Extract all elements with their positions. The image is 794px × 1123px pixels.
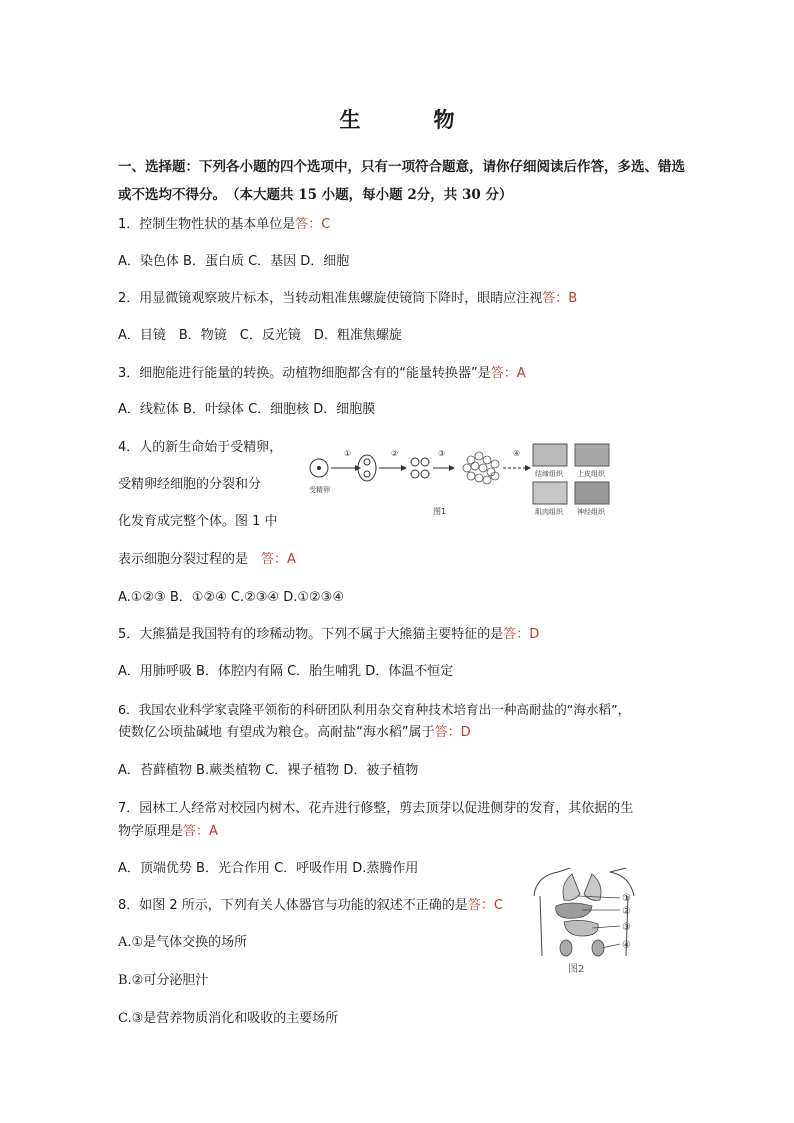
q6-line-2 [118, 722, 471, 744]
section-heading: 一、选择题：下列各小题的四个选项中，只有一项符合题意，请你仔细阅读后作答，多选、错选或不选均不得分。 （本大题共 15 小题，每小题 2分，共 30 分） [118, 159, 685, 203]
q7-options: A．顶端优势 B．光合作用 C．呼吸作用 D.蒸腾作用 [118, 861, 419, 876]
fig1-tissue-3: 肌肉组织 [535, 508, 563, 516]
q4-line-4 [118, 549, 296, 571]
fig1-caption: 图1 [433, 507, 447, 516]
question-8 [118, 895, 503, 917]
fig2-caption: 图2 [568, 964, 585, 975]
q7-line-2 [118, 821, 218, 843]
q8-option-a: A.①是气体交换的场所 [118, 935, 248, 950]
q3-answer: 答：A [490, 366, 526, 381]
question-2 [118, 288, 577, 310]
q7-stem: 物学原理是 [118, 824, 184, 839]
q1-stem: 1．控制生物性状的基本单位是 [118, 217, 296, 232]
q2-options: A．目镜 B．物镜 C．反光镜 D．粗准焦螺旋 [118, 328, 402, 343]
fig2-label-3: ③ [622, 922, 631, 933]
question-5 [118, 624, 539, 646]
q4-line-3: 化发育成完整个体。图 1 中 [118, 514, 278, 529]
fig1-step-3: ③ [438, 449, 446, 458]
q8-option-c: C.③是营养物质消化和吸收的主要场所 [118, 1011, 339, 1026]
q4-stem: 表示细胞分裂过程的是 [118, 552, 262, 567]
fig1-step-4: ④ [513, 449, 521, 458]
q5-stem: 5．大熊猫是我国特有的珍稀动物。下列不属于大熊猫主要特征的是 [118, 627, 504, 642]
fig2-label-4: ④ [622, 940, 631, 951]
q3-options: A．线粒体 B．叶绿体 C．细胞核 D．细胞膜 [118, 402, 376, 417]
q5-options: A．用肺呼吸 B．体腔内有隔 C．胎生哺乳 D．体温不恒定 [118, 664, 454, 679]
q4-options: A.①②③ B．①②④ C.②③④ D.①②③④ [118, 590, 344, 605]
q1-options: A．染色体 B．蛋白质 C．基因 D．细胞 [118, 254, 350, 269]
q4-line-1: 4．人的新生命始于受精卵， [118, 440, 283, 455]
q2-answer: 答：B [542, 291, 578, 306]
q7-answer: 答：A [183, 824, 218, 839]
fig1-step-1: ① [344, 449, 352, 458]
fig2-label-1: ① [622, 893, 631, 904]
q2-stem: 2．用显微镜观察玻片标本，当转动粗准焦螺旋使镜筒下降时，眼睛应注视 [118, 291, 543, 306]
fig1-tissue-1: 结缔组织 [535, 470, 563, 478]
figure-1 [305, 440, 615, 520]
fig1-zygote-label: 受精卵 [309, 486, 330, 494]
q6-stem: 使数亿公顷盐碱地 有望成为粮仓。高耐盐“海水稻”属于 [118, 725, 435, 740]
q7-line-1: 7．园林工人经常对校园内树木、花卉进行修整，剪去顶芽以促进侧芽的发育，其依据的生 [118, 801, 634, 816]
q1-answer: 答：C [295, 217, 331, 232]
fig1-tissue-2: 上皮组织 [577, 470, 605, 478]
q6-line-1: 6．我国农业科学家袁隆平领衔的科研团队利用杂交育种技术培育出一种高耐盐的“海水稻”， [118, 702, 631, 717]
q8-option-b: B.②可分泌胆汁 [118, 973, 209, 988]
figure-2 [530, 866, 650, 978]
q6-answer: 答：D [434, 725, 471, 740]
q8-answer: 答：C [467, 898, 503, 913]
q5-answer: 答：D [503, 627, 540, 642]
fig1-step-2: ② [391, 449, 399, 458]
fig1-tissue-4: 神经组织 [577, 508, 605, 516]
q4-answer: 答：A [261, 552, 296, 567]
question-3 [118, 363, 526, 385]
question-1 [118, 214, 330, 236]
q4-line-2: 受精卵经细胞的分裂和分 [118, 477, 262, 492]
q8-stem: 8．如图 2 所示，下列有关人体器官与功能的叙述不正确的是 [118, 898, 468, 913]
q3-stem: 3．细胞能进行能量的转换。动植物细胞都含有的“能量转换器”是 [118, 366, 491, 381]
q6-options: A．苔藓植物 B.蕨类植物 C．裸子植物 D．被子植物 [118, 763, 419, 778]
page-title: 生 物 [339, 107, 481, 132]
fig2-label-2: ② [622, 906, 631, 917]
